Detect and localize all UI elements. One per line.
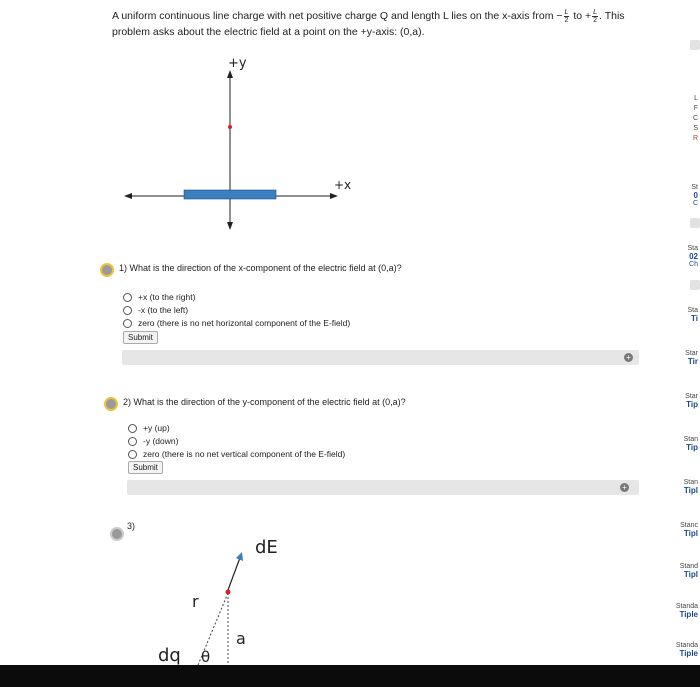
q2-feedback-bar <box>127 480 639 495</box>
sidebar-item-value: Tipl <box>683 529 698 538</box>
sidebar-item-label: Star <box>685 350 698 357</box>
sidebar-item-10[interactable] <box>680 563 698 579</box>
sidebar-item-label: St <box>691 184 698 191</box>
sidebar-item-11[interactable] <box>676 603 698 619</box>
sidebar-item-value: Tip <box>686 400 698 409</box>
option-label: +x (to the right) <box>138 292 196 302</box>
sidebar-item-sub: R <box>692 135 698 142</box>
sidebar-item-1[interactable] <box>693 94 698 144</box>
radio-button[interactable] <box>123 306 132 315</box>
right-sidebar <box>675 0 700 665</box>
option-label: -x (to the left) <box>138 305 189 315</box>
sidebar-item-8[interactable] <box>684 479 698 495</box>
radio-button[interactable] <box>128 424 137 433</box>
fraction-l-over-2 <box>564 9 570 24</box>
r-label: r <box>192 592 199 611</box>
sidebar-item-value: Tipl <box>683 486 698 495</box>
q1-expand-icon[interactable]: + <box>624 353 633 362</box>
option-label: +y (up) <box>143 423 170 433</box>
problem-intro <box>112 8 652 40</box>
radio-button[interactable] <box>123 293 132 302</box>
radio-button[interactable] <box>128 450 137 459</box>
line-charge-bar <box>184 190 276 199</box>
sidebar-item-4[interactable] <box>687 307 698 323</box>
sidebar-item-label: Stan <box>683 436 698 443</box>
x-axis-arrow-right <box>330 193 338 199</box>
fraction-l-over-2-b <box>592 9 598 24</box>
sidebar-item-label: Stand <box>679 563 698 570</box>
figure-de-vector <box>150 525 290 665</box>
field-point-3 <box>226 590 231 595</box>
radio-button[interactable] <box>128 437 137 446</box>
sidebar-item-12[interactable] <box>676 642 698 658</box>
frac-den: 2 <box>564 16 569 24</box>
q1-submit-button[interactable]: Submit <box>123 331 158 344</box>
question-2-status-icon <box>104 397 118 411</box>
sidebar-item-7[interactable] <box>684 436 698 452</box>
x-axis-label: +x <box>334 178 352 192</box>
question-2-text: 2) What is the direction of the y-component of the electric field at (0,a)? <box>123 397 406 407</box>
field-point <box>228 125 232 129</box>
q2-expand-icon[interactable]: + <box>620 483 629 492</box>
question-1-status-icon <box>100 263 114 277</box>
sidebar-item-label: Star <box>685 393 698 400</box>
sidebar-item-sub: F <box>693 105 698 112</box>
y-axis-arrow-up <box>227 70 233 78</box>
q1-option-plus-x[interactable] <box>123 292 195 302</box>
y-axis-arrow-down <box>227 222 233 230</box>
sidebar-item-sub: C <box>692 115 698 122</box>
intro-line-2: problem asks about the electric field at a point on the +y-axis: (0,a). <box>112 26 425 38</box>
sidebar-item-label: Standa <box>675 603 698 610</box>
intro-text-c: . This <box>599 10 625 22</box>
intro-line-1 <box>112 8 652 24</box>
sidebar-item-label: Standa <box>675 642 698 649</box>
sidebar-item-value: Tir <box>687 357 698 366</box>
sidebar-pill <box>690 40 700 50</box>
intro-text-b: to + <box>570 10 592 22</box>
theta-label: θ <box>201 648 211 665</box>
sidebar-item-3[interactable] <box>687 245 698 268</box>
x-axis-arrow-left <box>124 193 132 199</box>
sidebar-item-label: Sta <box>687 245 698 252</box>
q2-option-zero[interactable] <box>128 449 345 459</box>
sidebar-item-value: Ti <box>691 314 698 323</box>
intro-text-a: A uniform continuous line charge with net positive charge Q and length L lies on the x-axis from − <box>112 10 563 22</box>
de-label: dE <box>255 537 278 558</box>
sidebar-item-label: Stanc <box>680 522 698 529</box>
sidebar-item-sub: C <box>692 200 698 207</box>
de-vector-line <box>228 555 241 590</box>
sidebar-item-value: 0 <box>693 191 698 200</box>
sidebar-item-value: 02 <box>689 252 698 261</box>
a-label: a <box>236 629 246 648</box>
q1-feedback-bar <box>122 350 639 365</box>
sidebar-item-9[interactable] <box>680 522 698 538</box>
figure-axes-line-charge <box>110 50 370 235</box>
frac-num: L <box>593 8 598 16</box>
option-label: zero (there is no net horizontal component of the E-field) <box>138 318 351 328</box>
sidebar-item-6[interactable] <box>685 393 698 409</box>
sidebar-item-sub: S <box>693 125 698 132</box>
sidebar-item-value: Tip <box>686 443 698 452</box>
option-label: zero (there is no net vertical component of the E-field) <box>143 449 346 459</box>
question-3-number: 3) <box>127 521 136 531</box>
question-1-text: 1) What is the direction of the x-component of the electric field at (0,a)? <box>119 263 402 273</box>
y-axis-label: +y <box>228 56 247 71</box>
sidebar-item-value: Tiple <box>679 649 698 658</box>
sidebar-pill <box>690 280 700 290</box>
bottom-black-bar <box>0 665 700 687</box>
sidebar-item-5[interactable] <box>685 350 698 366</box>
question-3-status-icon <box>110 527 124 541</box>
sidebar-item-label: Stan <box>683 479 698 486</box>
sidebar-item-value: Tipl <box>683 570 698 579</box>
q1-option-zero[interactable] <box>123 318 350 328</box>
radio-button[interactable] <box>123 319 132 328</box>
frac-num: L <box>564 8 569 16</box>
q2-option-minus-y[interactable] <box>128 436 178 446</box>
sidebar-pill <box>690 218 700 228</box>
q2-submit-button[interactable]: Submit <box>128 461 163 474</box>
frac-den: 2 <box>593 16 598 24</box>
sidebar-item-2[interactable] <box>691 184 698 207</box>
sidebar-item-label: Sta <box>687 307 698 314</box>
sidebar-item-sub: Ch <box>689 261 698 268</box>
option-label: -y (down) <box>143 436 179 446</box>
q1-option-minus-x[interactable] <box>123 305 188 315</box>
q2-option-plus-y[interactable] <box>128 423 170 433</box>
sidebar-item-label: L <box>694 95 698 102</box>
sidebar-item-value: Tiple <box>679 610 698 619</box>
dq-label: dq <box>158 645 181 665</box>
